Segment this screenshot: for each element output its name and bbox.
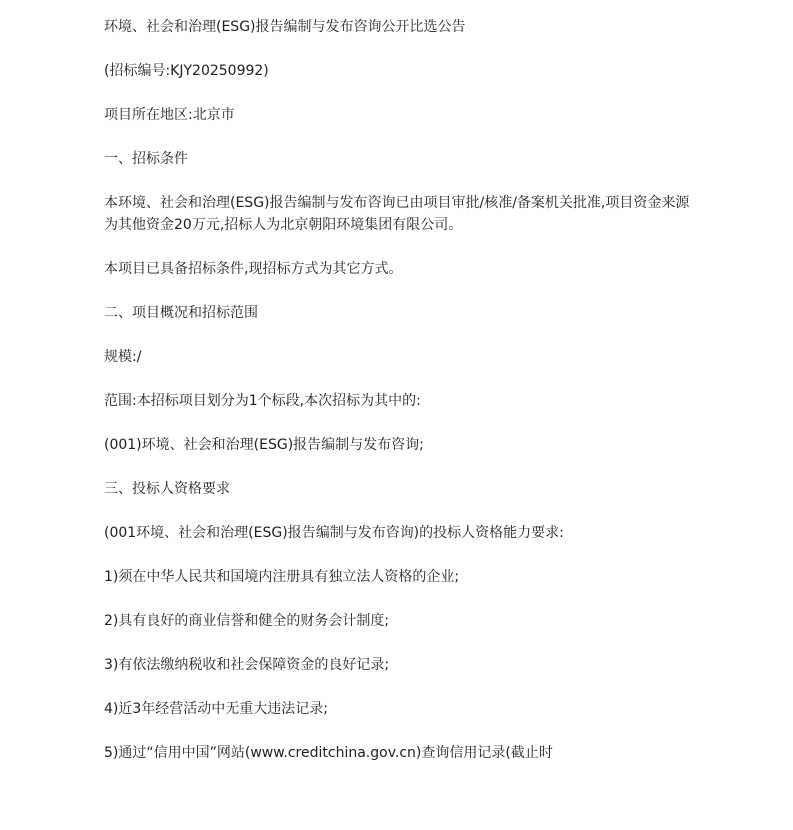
qualification-intro: (001环境、社会和治理(ESG)报告编制与发布咨询)的投标人资格能力要求:	[104, 525, 564, 541]
conditions-paragraph: 本环境、社会和治理(ESG)报告编制与发布咨询已由项目审批/核准/备案机关批准,项目资金来源为其他资金20万元,招标人为北京朝阳环境集团有限公司。	[104, 195, 690, 233]
requirement-item: 1)须在中华人民共和国境内注册具有独立法人资格的企业;	[104, 569, 460, 585]
requirement-item: 4)近3年经营活动中无重大违法记录;	[104, 701, 328, 717]
project-scope: 范围:本招标项目划分为1个标段,本次招标为其中的:	[104, 393, 421, 409]
requirement-item: 5)通过“信用中国”网站(www.creditchina.gov.cn)查询信用记录(截止时	[104, 745, 553, 761]
requirement-item: 2)具有良好的商业信誉和健全的财务会计制度;	[104, 613, 390, 629]
tender-number: (招标编号:KJY20250992)	[104, 63, 269, 79]
document-body	[104, 16, 704, 786]
requirement-item: 3)有依法缴纳税收和社会保障资金的良好记录;	[104, 657, 390, 673]
document-title: 环境、社会和治理(ESG)报告编制与发布咨询公开比选公告	[104, 19, 466, 35]
lot-item: (001)环境、社会和治理(ESG)报告编制与发布咨询;	[104, 437, 424, 453]
section-heading-qualifications: 三、投标人资格要求	[104, 481, 230, 497]
tender-method-paragraph: 本项目已具备招标条件,现招标方式为其它方式。	[104, 261, 403, 277]
project-region: 项目所在地区:北京市	[104, 107, 235, 123]
section-heading-conditions: 一、招标条件	[104, 151, 188, 167]
section-heading-overview: 二、项目概况和招标范围	[104, 305, 258, 321]
project-scale: 规模:/	[104, 349, 142, 365]
